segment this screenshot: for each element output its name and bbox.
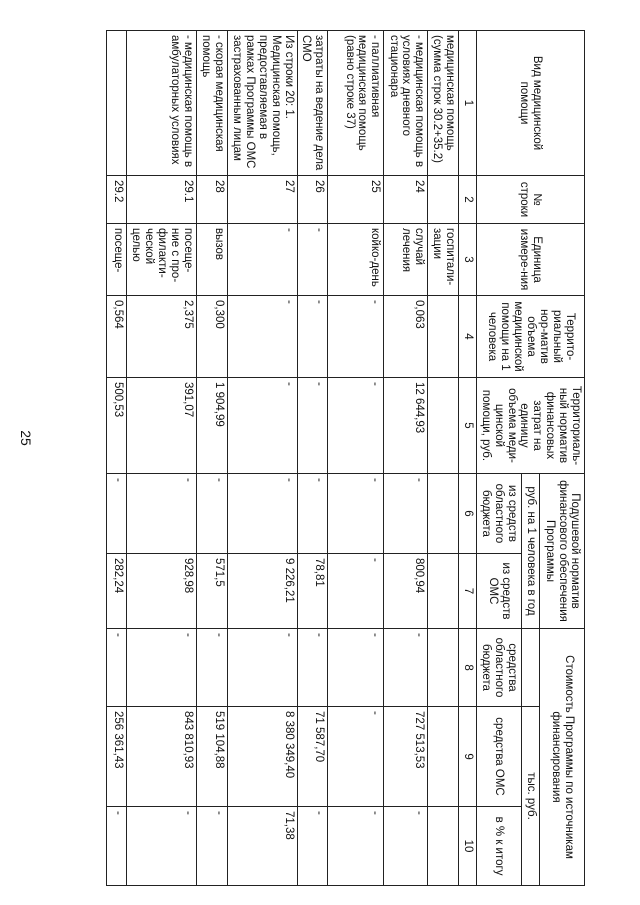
header-cost-norm: Территориаль-ный норматив финансовых затрат на единицу объема меди-цинской помощи, руб. xyxy=(477,378,585,474)
table-row xyxy=(227,31,297,886)
col-number: 6 xyxy=(459,474,477,554)
cell: - xyxy=(297,224,328,296)
cell: 928,98 xyxy=(127,554,196,629)
cell: - паллиативная медицинская помощь (равно строке 37) xyxy=(328,31,384,176)
col-number: 8 xyxy=(459,629,477,707)
cell: 9 226,21 xyxy=(227,554,297,629)
header-cost-empty xyxy=(521,629,539,707)
cell: - xyxy=(227,629,297,707)
cell: 0,063 xyxy=(384,296,428,378)
cell: 28 xyxy=(196,176,227,224)
cell: - xyxy=(297,807,328,886)
cell: - xyxy=(328,629,384,707)
rotated-document xyxy=(65,30,585,885)
cell: - xyxy=(227,224,297,296)
header-cost-regional: средства областного бюджета xyxy=(477,629,522,707)
header-volume-norm: Террито-риальный нор-матив объема медицинской помощи на 1 человека xyxy=(477,296,585,378)
header-cost-program: Стоимость Программы по источникам финансирования xyxy=(540,629,585,886)
header-cost-oms: средства ОМС xyxy=(477,707,522,807)
cell xyxy=(428,629,459,707)
cell: 78,81 xyxy=(297,554,328,629)
cell: - xyxy=(297,474,328,554)
col-number: 10 xyxy=(459,807,477,886)
cell: 843 810,93 xyxy=(127,707,196,807)
col-number: 9 xyxy=(459,707,477,807)
header-pc-oms: из средств ОМС xyxy=(477,554,522,629)
col-number: 5 xyxy=(459,378,477,474)
cell: затраты на ведение дела СМО xyxy=(297,31,328,176)
cell: койко-день xyxy=(328,224,384,296)
cell xyxy=(428,296,459,378)
cell xyxy=(428,807,459,886)
cell: 2,375 xyxy=(127,296,196,378)
cell: 0,300 xyxy=(196,296,227,378)
table-row xyxy=(384,31,428,886)
header-pc-regional: из средств областного бюджета xyxy=(477,474,522,554)
cell: - xyxy=(127,474,196,554)
cell: - xyxy=(107,807,127,886)
cell: медицинская помощь (сумма строк 30.2+35.2) xyxy=(428,31,459,176)
cell: - xyxy=(227,378,297,474)
cell: посеще-ние с про-филакти-ческой целью xyxy=(127,224,196,296)
cell: вызов xyxy=(196,224,227,296)
cell: 256 361,43 xyxy=(107,707,127,807)
cell: - медицинская помощь в условиях дневного стационара xyxy=(384,31,428,176)
cell xyxy=(428,707,459,807)
cell: - xyxy=(107,474,127,554)
cell: 500,53 xyxy=(107,378,127,474)
page-number: 25 xyxy=(17,430,34,446)
col-number: 1 xyxy=(459,31,477,176)
cell: - медицинская помощь в амбулаторных условиях xyxy=(127,31,196,176)
cell: 25 xyxy=(328,176,384,224)
cell: - xyxy=(196,474,227,554)
cell: случай лечения xyxy=(384,224,428,296)
cell: 519 104,88 xyxy=(196,707,227,807)
cell: 29.2 xyxy=(107,176,127,224)
cell: - xyxy=(328,378,384,474)
cell: 282,24 xyxy=(107,554,127,629)
cell: - xyxy=(384,629,428,707)
col-number: 3 xyxy=(459,224,477,296)
cell: - xyxy=(127,807,196,886)
cell: - xyxy=(297,296,328,378)
cell: 800,94 xyxy=(384,554,428,629)
cell: госпитали-зации xyxy=(428,224,459,296)
cell: 24 xyxy=(384,176,428,224)
header-cost-unit: тыс. руб. xyxy=(521,707,539,886)
cell xyxy=(428,554,459,629)
cell: - xyxy=(328,474,384,554)
cell: - xyxy=(328,707,384,807)
table-row xyxy=(196,31,227,886)
header-per-capita: Подушевой норматив финансового обеспечения Программы xyxy=(540,474,585,629)
cell: Из строки 20: 1. Медицинская помощь, предоставляемая в рамках Программы ОМС застрахованным лицам xyxy=(227,31,297,176)
cell: 12 644,93 xyxy=(384,378,428,474)
cell xyxy=(428,378,459,474)
col-number: 4 xyxy=(459,296,477,378)
cell: - скорая медицинская помощь xyxy=(196,31,227,176)
cell: - xyxy=(328,296,384,378)
cell: - xyxy=(328,807,384,886)
cell: - xyxy=(227,296,297,378)
cell: - xyxy=(107,629,127,707)
table-row xyxy=(428,31,459,886)
cell: - xyxy=(384,474,428,554)
cell xyxy=(107,31,127,176)
cell: 71 587,70 xyxy=(297,707,328,807)
cell: 8 380 349,40 xyxy=(227,707,297,807)
cell: 391,07 xyxy=(127,378,196,474)
col-number: 7 xyxy=(459,554,477,629)
cell: - xyxy=(297,629,328,707)
cell xyxy=(428,176,459,224)
table-row xyxy=(127,31,196,886)
cell: - xyxy=(297,378,328,474)
cell: - xyxy=(227,474,297,554)
cell xyxy=(428,474,459,554)
cell: 0,564 xyxy=(107,296,127,378)
header-unit: Единица измере-ния xyxy=(477,224,585,296)
cell: 727 513,53 xyxy=(384,707,428,807)
header-type: Вид медицинской помощи xyxy=(477,31,585,176)
cell: 71,38 xyxy=(227,807,297,886)
table-row xyxy=(297,31,328,886)
cell: - xyxy=(384,807,428,886)
cell: - xyxy=(196,807,227,886)
table-row xyxy=(107,31,127,886)
header-cost-pct: в % к итогу xyxy=(477,807,522,886)
cell: 1 904,99 xyxy=(196,378,227,474)
cell: - xyxy=(127,629,196,707)
table-row xyxy=(328,31,384,886)
financing-table xyxy=(107,30,586,886)
cell: - xyxy=(196,629,227,707)
cell: посеще- xyxy=(107,224,127,296)
cell: 26 xyxy=(297,176,328,224)
col-number: 2 xyxy=(459,176,477,224)
cell: 27 xyxy=(227,176,297,224)
cell: 29.1 xyxy=(127,176,196,224)
header-per-capita-sub: руб. на 1 человека в год xyxy=(521,474,539,629)
cell: - xyxy=(328,554,384,629)
cell: 571,5 xyxy=(196,554,227,629)
header-row-no: № строки xyxy=(477,176,585,224)
